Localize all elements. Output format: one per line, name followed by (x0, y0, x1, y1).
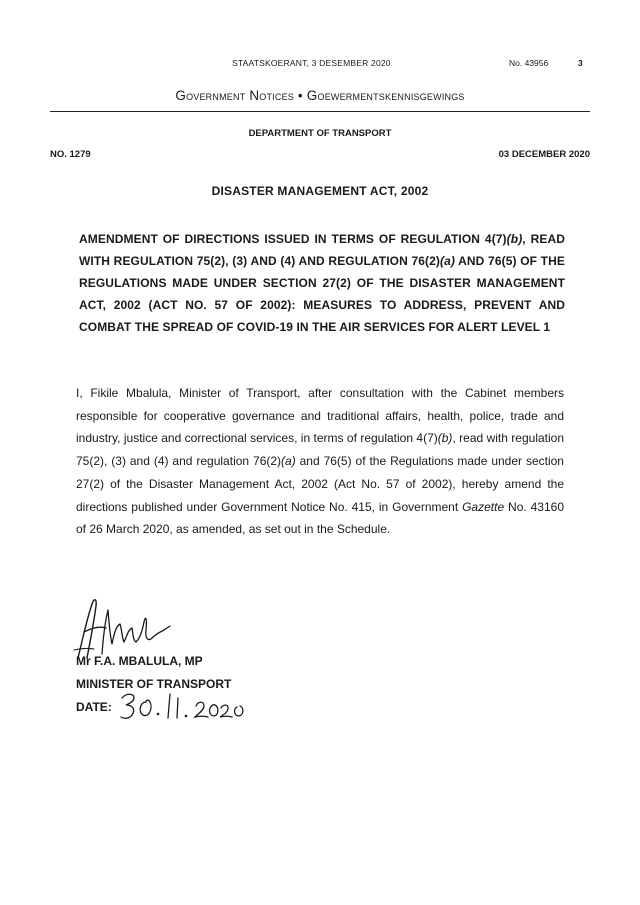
heading-divider (50, 111, 590, 112)
body-italic: (b) (437, 431, 453, 446)
notices-heading: Government Notices • Goewermentskennisgewings (175, 88, 465, 103)
running-head (0, 58, 640, 72)
body-text: , read with regulation 75(2), (3) and (4) and regulation 76(2) (76, 431, 564, 469)
body-text: No. 43160 of 26 March 2020, as amended, as set out in the Schedule. (76, 499, 564, 537)
body-paragraph (76, 382, 564, 541)
amendment-text: AND 76(5) OF THE REGULATIONS MADE UNDER SECTION 27(2) OF THE DISASTER MANAGEMENT ACT, 2002 (ACT NO. 57 OF 2002): MEASURES TO ADDRESS, PREVENT AND COMBAT THE SPREAD OF COVID-19 IN THE AIR SERVICES FOR ALERT LEVEL 1 (79, 254, 565, 334)
gazette-date: STAATSKOERANT, 3 DESEMBER 2020 (232, 58, 391, 68)
handwritten-signature-date (116, 688, 246, 724)
amendment-italic: (a) (440, 254, 455, 268)
notice-number: NO. 1279 (50, 149, 91, 160)
body-text: and 76(5) of the Regulations made under section 27(2) of the Disaster Management Act, 2002 (Act No. 57 of 2002), hereby amend the directions published under Government Notice No. 415, in Government (76, 454, 564, 514)
gazette-issue-number: No. 43956 (509, 58, 549, 68)
act-title: DISASTER MANAGEMENT ACT, 2002 (211, 184, 429, 198)
signatory-title: MINISTER OF TRANSPORT (76, 677, 232, 691)
page-number: 3 (578, 58, 583, 68)
amendment-text: AMENDMENT OF DIRECTIONS ISSUED IN TERMS OF REGULATION 4(7) (79, 232, 507, 246)
signatory-name: Mr F.A. MBALULA, MP (76, 654, 203, 668)
amendment-text: , READ WITH REGULATION 75(2), (3) AND (4) AND REGULATION 76(2) (79, 232, 565, 268)
body-italic: (a) (281, 454, 296, 469)
notice-date: 03 DECEMBER 2020 (498, 149, 590, 160)
signature-date-label: DATE: (76, 700, 112, 714)
body-italic: Gazette (462, 499, 505, 514)
amendment-italic: (b) (506, 232, 523, 246)
department-heading: DEPARTMENT OF TRANSPORT (248, 128, 392, 139)
body-text: I, Fikile Mbalula, Minister of Transport, after consultation with the Cabinet members responsible for cooperative governance and traditional affairs, health, police, trade and industry, justice and correctional services, in terms of regulation 4(7) (76, 386, 564, 446)
amendment-title (79, 228, 565, 338)
